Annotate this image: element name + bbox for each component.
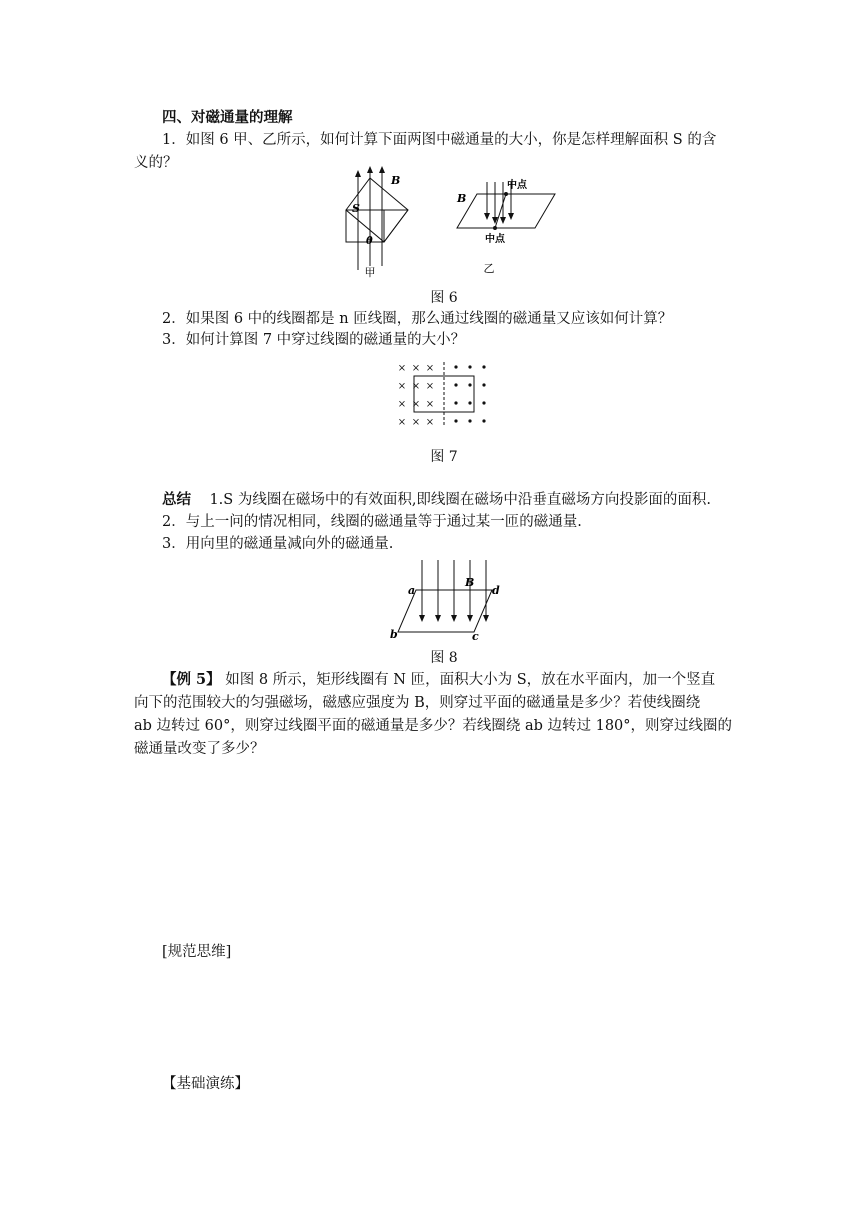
example-5-tag: 【例 5】: [162, 671, 221, 688]
field-dot-mark: [482, 365, 485, 368]
example-5-line-1: [162, 670, 715, 690]
field-cross-mark: ×: [425, 399, 435, 410]
yi-B-label: B: [457, 192, 467, 205]
example-5-text-1: 如图 8 所示，矩形线圈有 N 匝，面积大小为 S，放在水平面内，加一个竖直: [225, 672, 716, 688]
field-cross-mark: ×: [411, 363, 421, 374]
field-dot-mark: [468, 383, 471, 386]
field-dot-mark: [468, 365, 471, 368]
jia-theta-label: θ: [366, 236, 373, 247]
example-5-line-2: 向下的范围较大的匀强磁场，磁感应强度为 B，则穿过平面的磁通量是多少？若使线圈绕: [134, 695, 701, 711]
jia-S-label: S: [352, 202, 360, 215]
field-dot-mark: [454, 419, 457, 422]
figure-6-jia: [338, 168, 418, 283]
field-dot-mark: [482, 419, 485, 422]
fig8-B: B: [465, 576, 475, 589]
field-cross-mark: ×: [425, 363, 435, 374]
summary-text-1: 1.S 为线圈在磁场中的有效面积,即线圈在磁场中沿垂直磁场方向投影面的面积.: [209, 492, 712, 508]
field-dot-mark: [454, 365, 457, 368]
field-cross-mark: ×: [411, 417, 421, 428]
yi-midpoint-bottom: 中点: [485, 234, 505, 245]
question-1-line-1: 1．如图 6 甲、乙所示，如何计算下面两图中磁通量的大小，你是怎样理解面积 S 的含: [162, 132, 717, 148]
jia-label: 甲: [364, 266, 376, 279]
field-dot-mark: [454, 383, 457, 386]
field-cross-mark: ×: [425, 417, 435, 428]
figure-6-caption: 图 6: [430, 290, 458, 306]
field-cross-mark: ×: [397, 399, 407, 410]
field-cross-mark: ×: [397, 417, 407, 428]
summary-line-2: 2．与上一问的情况相同，线圈的磁通量等于通过某一匝的磁通量.: [162, 514, 582, 530]
section-heading: 四、对磁通量的理解: [162, 109, 293, 126]
figure-6-yi: [455, 176, 565, 276]
summary-line-1: [162, 490, 711, 510]
figure-8: [388, 560, 508, 650]
yi-label: 乙: [483, 262, 495, 275]
fig8-b: b: [390, 628, 398, 641]
field-dot-mark: [468, 419, 471, 422]
field-dot-mark: [468, 401, 471, 404]
jia-B-label: B: [391, 174, 401, 187]
summary-label: 总结: [162, 491, 191, 508]
practice-heading: 【基础演练】: [162, 1076, 249, 1092]
yi-midpoint-top: 中点: [507, 180, 527, 191]
example-5-line-4: 磁通量改变了多少？: [134, 741, 265, 757]
fig8-c: c: [472, 630, 479, 643]
example-5-line-3: ab 边转过 60°，则穿过线圈平面的磁通量是多少？若线圈绕 ab 边转过 180°，则穿过线圈的: [134, 718, 733, 734]
field-cross-mark: ×: [411, 399, 421, 410]
summary-line-3: 3．用向里的磁通量减向外的磁通量.: [162, 536, 394, 552]
field-cross-mark: ×: [397, 363, 407, 374]
question-2: 2．如果图 6 中的线圈都是 n 匝线圈，那么通过线圈的磁通量又应该如何计算？: [162, 311, 673, 327]
figure-7: [396, 360, 496, 430]
field-dot-mark: [454, 401, 457, 404]
question-3: 3．如何计算图 7 中穿过线圈的磁通量的大小？: [162, 332, 466, 348]
field-cross-mark: ×: [397, 381, 407, 392]
guidance-label: [规范思维]: [162, 944, 232, 960]
fig8-d: d: [492, 584, 500, 597]
field-cross-mark: ×: [411, 381, 421, 392]
figure-7-caption: 图 7: [430, 449, 458, 465]
question-1-line-2: 义的？: [134, 155, 178, 171]
field-dot-mark: [482, 383, 485, 386]
field-cross-mark: ×: [425, 381, 435, 392]
field-dot-mark: [482, 401, 485, 404]
fig8-a: a: [408, 584, 416, 597]
figure-8-caption: 图 8: [430, 650, 458, 666]
